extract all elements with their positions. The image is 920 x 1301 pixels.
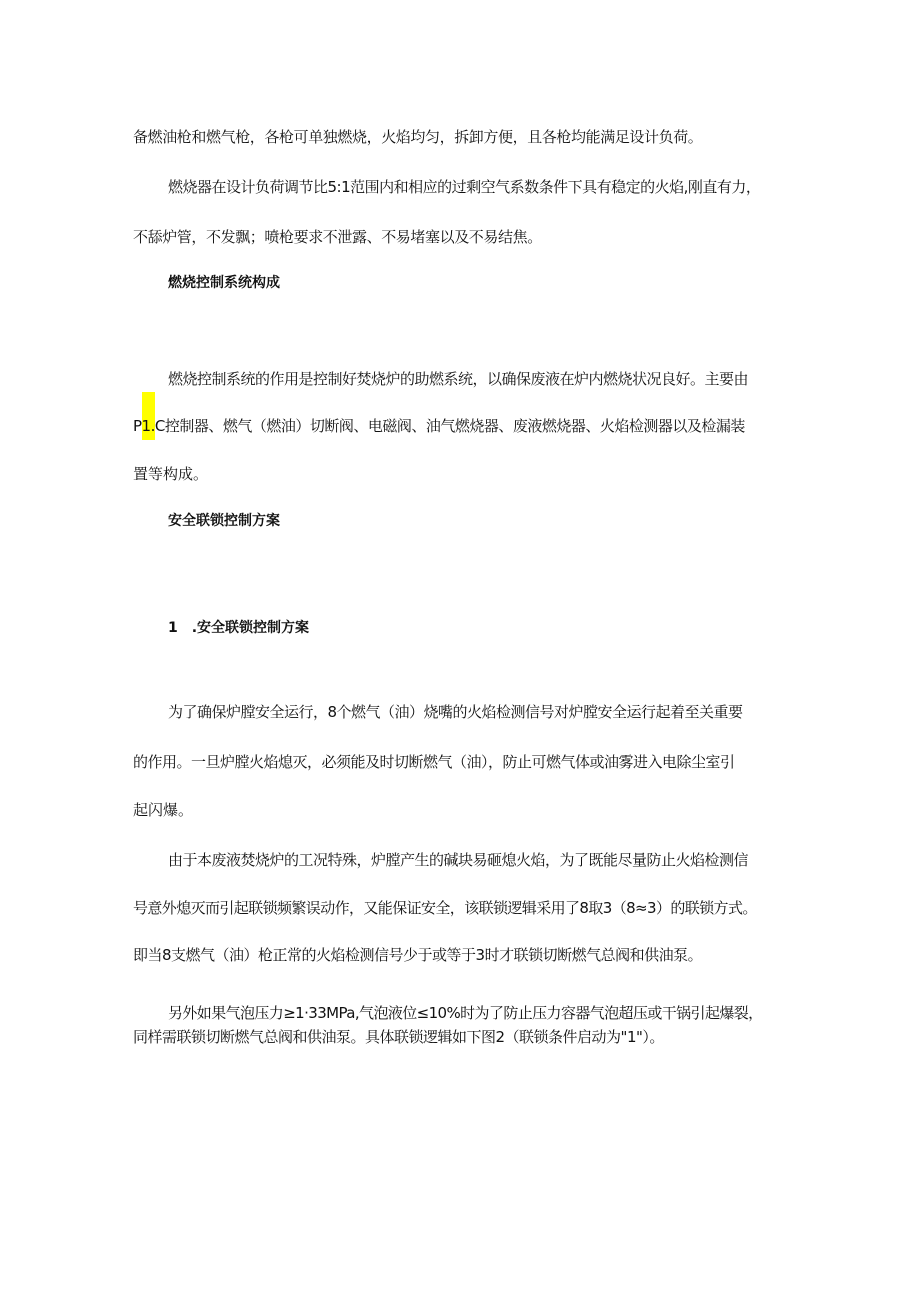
text-run: C控制器、燃气（燃油）切断阀、电磁阀、油气燃烧器、废液燃烧器、火焰检测器以及检漏装 — [154, 417, 745, 435]
paragraph-line: 另外如果气泡压力≥1·33MPa,气泡液位≤10%时为了防止压力容器气泡超压或干锅引起爆裂， — [168, 1004, 763, 1022]
paragraph-line: 同样需联锁切断燃气总阀和供油泵。具体联锁逻辑如下图2（联锁条件启动为"1"）。 — [133, 1028, 664, 1046]
paragraph-line: 由于本废液焚烧炉的工况特殊，炉膛产生的碱块易砸熄火焰，为了既能尽量防止火焰检测信 — [168, 851, 749, 869]
paragraph-line: 燃烧器在设计负荷调节比5:1范围内和相应的过剩空气系数条件下具有稳定的火焰,刚直有力， — [168, 178, 761, 196]
paragraph-line: 燃烧控制系统的作用是控制好焚烧炉的助燃系统，以确保废液在炉内燃烧状况良好。主要由 — [168, 370, 749, 388]
paragraph-line: 号意外熄灭而引起联锁频繁误动作，又能保证安全，该联锁逻辑采用了8取3（8≈3）的联锁方式。 — [133, 899, 757, 917]
paragraph-line — [133, 415, 745, 437]
paragraph-line: 的作用。一旦炉膛火焰熄灭，必须能及时切断燃气（油），防止可燃气体或油雾进入电除尘室引 — [133, 753, 735, 771]
paragraph-line: 不舔炉管，不发飘；喷枪要求不泄露、不易堵塞以及不易结焦。 — [133, 228, 542, 246]
highlighted-text: 1. — [141, 417, 155, 435]
subsection-heading: 1 .安全联锁控制方案 — [168, 620, 310, 636]
paragraph-line: 即当8支燃气（油）枪正常的火焰检测信号少于或等于3时才联锁切断燃气总阀和供油泵。 — [133, 946, 703, 964]
section-heading: 安全联锁控制方案 — [168, 513, 280, 529]
paragraph-line: 置等构成。 — [133, 465, 209, 483]
paragraph-line: 备燃油枪和燃气枪，各枪可单独燃烧，火焰均匀，拆卸方便，且各枪均能满足设计负荷。 — [133, 128, 703, 146]
section-heading: 燃烧控制系统构成 — [168, 275, 280, 291]
paragraph-line: 起闪爆。 — [133, 801, 194, 819]
text-run: P — [133, 417, 142, 435]
paragraph-line: 为了确保炉膛安全运行，8个燃气（油）烧嘴的火焰检测信号对炉膛安全运行起着至关重要 — [168, 703, 743, 721]
